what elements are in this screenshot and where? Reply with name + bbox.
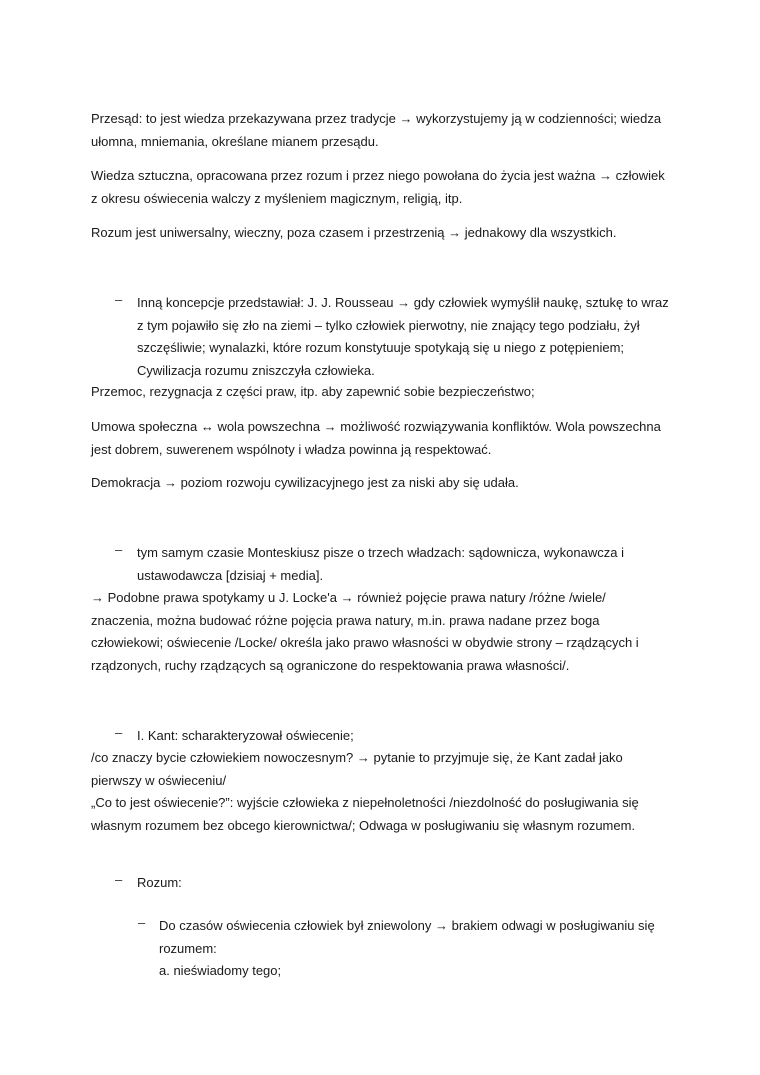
bullet-dash: – — [115, 292, 123, 307]
sub-item-a: a. nieświadomy tego; — [159, 963, 282, 978]
list-item-text: Rozum: — [137, 875, 182, 890]
list-item-text: tym samym czasie Monteskiusz pisze o trzech władzach: sądownicza, wykonawcza i ustawodawcza [dzisiaj + media]. — [137, 545, 624, 583]
list-item-zniewolony — [138, 915, 673, 983]
list-item-text: I. Kant: scharakteryzował oświecenie; — [137, 728, 354, 743]
list-item-monteskiusz — [115, 542, 675, 587]
paragraph-przemoc: Przemoc, rezygnacja z części praw, itp. aby zapewnić sobie bezpieczeństwo; — [91, 384, 535, 399]
list-item-rousseau — [115, 292, 675, 382]
bullet-dash: – — [115, 542, 123, 557]
paragraph-co-to-jest-oswiecenie: „Co to jest oświecenie?”: wyjście człowieka z niepełnoletności /niezdolność do posługiwania się własnym rozumem bez obcego kierownictwa/; Odwaga w posługiwaniu się własnym rozumem. — [91, 795, 639, 833]
paragraph-wiedza-sztuczna: Wiedza sztuczna, opracowana przez rozum i przez niego powołana do życia jest ważna → człowiek z okresu oświecenia walczy z myśleniem magicznym, religią, itp. — [91, 168, 665, 206]
bullet-dash: – — [115, 872, 123, 887]
paragraph-nowoczesny: /co znaczy bycie człowiekiem nowoczesnym? → pytanie to przyjmuje się, że Kant zadał jako pierwszy w oświeceniu/ — [91, 750, 623, 788]
list-item-text: Inną koncepcje przedstawiał: J. J. Rousseau → gdy człowiek wymyślił naukę, sztukę to wraz z tym pojawiło się zło na ziemi – tylko człowiek pierwotny, nie znający tego podziału, żył szczęśliwie; wynalazki, które rozum konstytuuje spotykają się u niego z potępieniem; Cywilizacja rozumu zniszczyła człowieka. — [137, 295, 669, 378]
paragraph-demokracja: Demokracja → poziom rozwoju cywilizacyjnego jest za niski aby się udała. — [91, 475, 519, 490]
paragraph-przesad: Przesąd: to jest wiedza przekazywana przez tradycje → wykorzystujemy ją w codzienności; wiedza ułomna, mniemania, określane mianem przesądu. — [91, 111, 662, 149]
list-item-text: Do czasów oświecenia człowiek był zniewolony → brakiem odwagi w posługiwaniu się rozumem: — [159, 918, 655, 956]
bullet-dash: – — [115, 725, 123, 740]
paragraph-locke: → Podobne prawa spotykamy u J. Locke'a → również pojęcie prawa natury /różne /wiele/ znaczenia, można budować różne pojęcia prawa natury, m.in. prawa nadane przez boga człowiekowi; oświecenie /Locke/ określa jako prawo własności w obydwie strony – rządzących i rządzonych, ruchy rządzących są ograniczone do respektowania prawa własności/. — [91, 590, 639, 673]
paragraph-umowa-spoleczna: Umowa społeczna ↔ wola powszechna → możliwość rozwiązywania konfliktów. Wola powszechna jest dobrem, suwerenem wspólnoty i władza powinna ją respektować. — [91, 419, 661, 457]
paragraph-rozum-uniwersalny: Rozum jest uniwersalny, wieczny, poza czasem i przestrzenią → jednakowy dla wszystkich. — [91, 225, 617, 240]
list-item-kant — [115, 725, 675, 748]
bullet-dash: – — [138, 915, 146, 930]
list-item-rozum — [115, 872, 675, 895]
